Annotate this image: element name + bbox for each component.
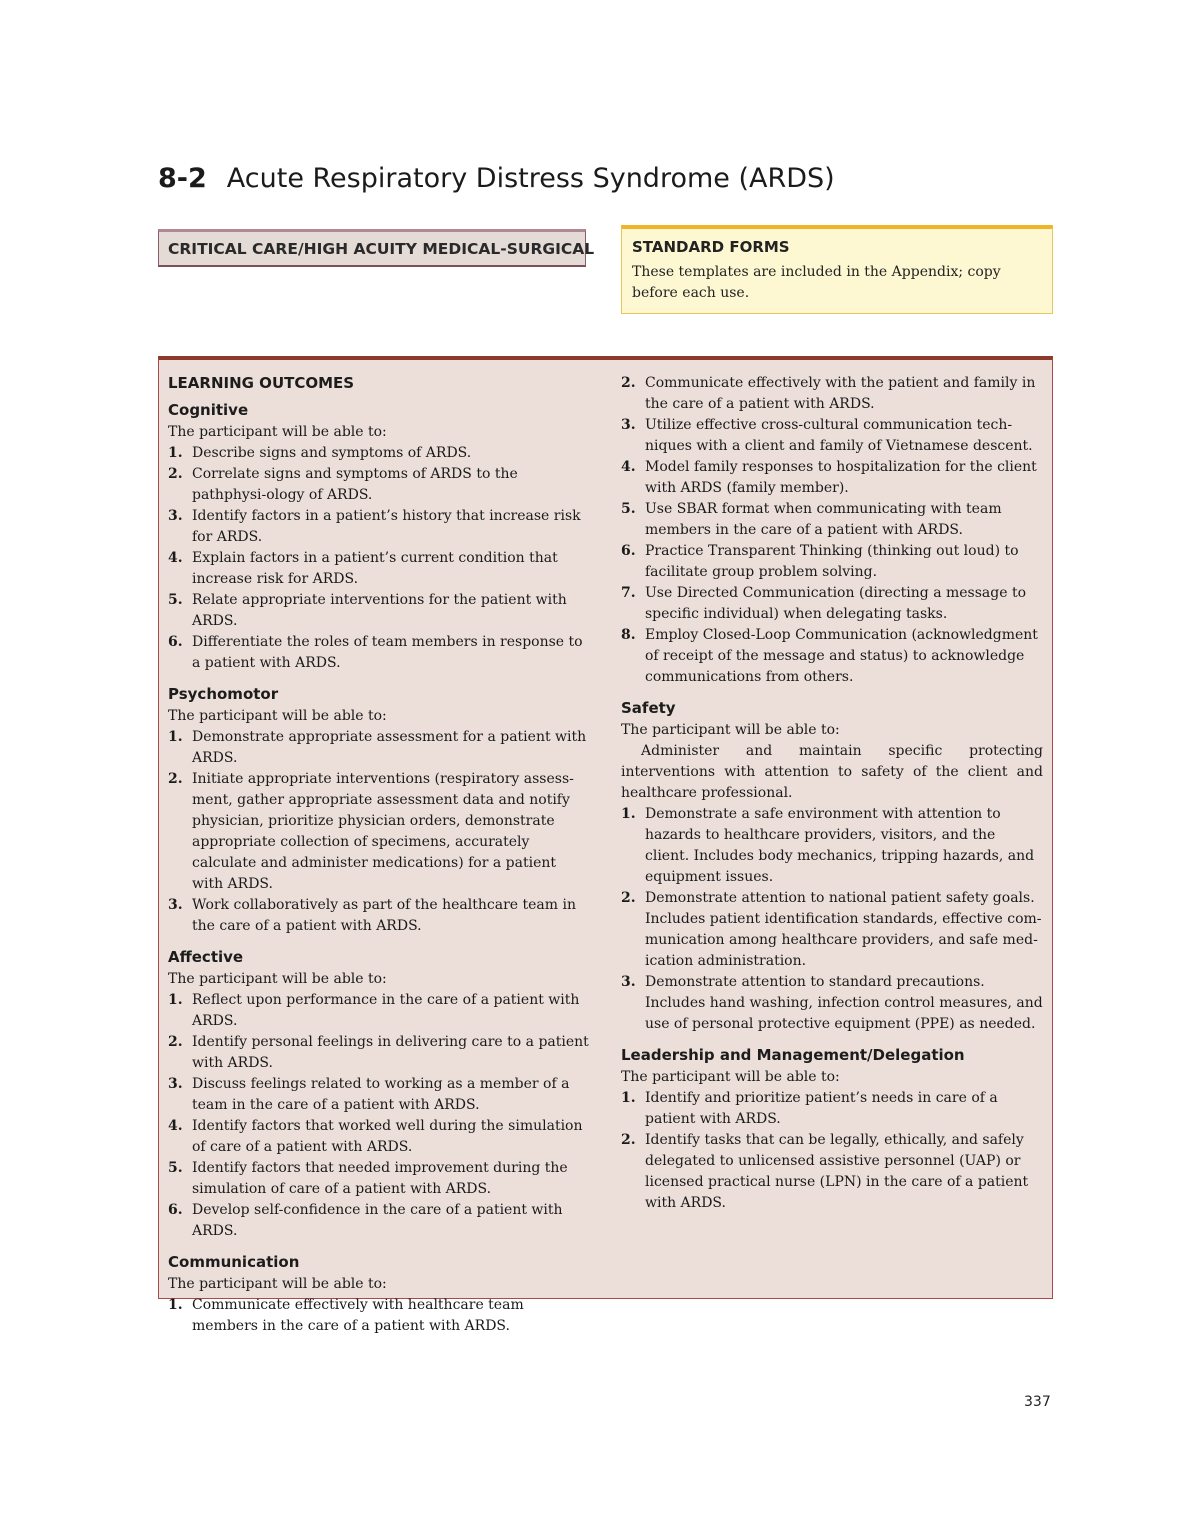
- psychomotor-heading: Psychomotor: [168, 685, 279, 703]
- item-number: 3.: [168, 897, 183, 913]
- outcomes-left-column: [168, 373, 590, 1337]
- item-text: Practice Transparent Thinking (thinking out loud) to facilitate group problem solving.: [645, 543, 1019, 580]
- list-item: [168, 990, 590, 1032]
- communication-list-part1: [168, 1295, 590, 1337]
- list-item: [168, 1295, 590, 1337]
- item-number: 2.: [168, 1034, 183, 1050]
- list-item: [621, 1088, 1043, 1130]
- item-text: Model family responses to hospitalization for the client with ARDS (family member).: [645, 459, 1037, 496]
- item-number: 5.: [621, 501, 636, 517]
- item-text: Explain factors in a patient’s current condition that increase risk for ARDS.: [192, 550, 558, 587]
- item-number: 6.: [168, 634, 183, 650]
- item-number: 2.: [168, 771, 183, 787]
- list-item: [168, 1116, 590, 1158]
- item-number: 4.: [168, 1118, 183, 1134]
- item-text: Demonstrate attention to standard precautions. Includes hand washing, infection control measures, and use of personal protective equipment (PPE) as needed.: [645, 974, 1043, 1032]
- list-item: [621, 457, 1043, 499]
- item-text: Differentiate the roles of team members in response to a patient with ARDS.: [192, 634, 583, 671]
- item-text: Utilize effective cross-cultural communication tech-niques with a client and family of Vietnamese descent.: [645, 417, 1033, 454]
- item-number: 2.: [621, 890, 636, 906]
- communication-intro: The participant will be able to:: [168, 1276, 387, 1292]
- safety-intro: The participant will be able to:: [621, 722, 840, 738]
- item-number: 4.: [168, 550, 183, 566]
- standard-forms-box: [621, 225, 1053, 314]
- item-text: Communicate effectively with healthcare team members in the care of a patient with ARDS.: [192, 1297, 524, 1334]
- chapter-number: 8-2: [158, 163, 207, 194]
- item-number: 1.: [168, 445, 183, 461]
- item-text: Reflect upon performance in the care of a patient with ARDS.: [192, 992, 580, 1029]
- item-number: 3.: [621, 417, 636, 433]
- page-number: 337: [1024, 1394, 1051, 1410]
- item-number: 7.: [621, 585, 636, 601]
- list-item: [168, 443, 590, 464]
- category-banner: CRITICAL CARE/HIGH ACUITY MEDICAL-SURGICAL: [158, 229, 586, 267]
- psychomotor-intro: The participant will be able to:: [168, 708, 387, 724]
- learning-outcomes-heading: LEARNING OUTCOMES: [168, 374, 355, 392]
- list-item: [621, 583, 1043, 625]
- item-number: 8.: [621, 627, 636, 643]
- item-number: 3.: [621, 974, 636, 990]
- list-item: [168, 727, 590, 769]
- list-item: [168, 590, 590, 632]
- item-number: 5.: [168, 1160, 183, 1176]
- item-text: Identify tasks that can be legally, ethically, and safely delegated to unlicensed assistive personnel (UAP) or licensed practical nurse (LPN) in the care of a patient with ARDS.: [645, 1132, 1029, 1211]
- standard-forms-text: These templates are included in the Appendix; copy before each use.: [632, 264, 1001, 301]
- list-item: [168, 1158, 590, 1200]
- list-item: [168, 1074, 590, 1116]
- item-text: Identify factors in a patient’s history that increase risk for ARDS.: [192, 508, 581, 545]
- list-item: [168, 506, 590, 548]
- list-item: [168, 769, 590, 895]
- list-item: [168, 464, 590, 506]
- safety-list: [621, 804, 1043, 1035]
- item-text: Initiate appropriate interventions (respiratory assess-ment, gather appropriate assessment data and notify physician, prioritize physician orders, demonstrate appropriate collection of specimens, accurately calculate and administer medications) for a patient with ARDS.: [192, 771, 574, 892]
- cognitive-list: [168, 443, 590, 674]
- item-text: Demonstrate appropriate assessment for a patient with ARDS.: [192, 729, 587, 766]
- item-text: Demonstrate attention to national patient safety goals. Includes patient identification standards, effective com-munication among healthcare providers, and safe med-ication administration.: [645, 890, 1042, 969]
- item-number: 1.: [168, 992, 183, 1008]
- item-number: 6.: [168, 1202, 183, 1218]
- item-text: Demonstrate a safe environment with attention to hazards to healthcare providers, visitors, and the client. Includes body mechanics, tripping hazards, and equipment issues.: [645, 806, 1035, 885]
- list-item: [621, 804, 1043, 888]
- list-item: [621, 625, 1043, 688]
- item-number: 3.: [168, 1076, 183, 1092]
- item-number: 5.: [168, 592, 183, 608]
- list-item: [168, 548, 590, 590]
- item-text: Work collaboratively as part of the healthcare team in the care of a patient with ARDS.: [192, 897, 576, 934]
- page-title: [158, 163, 835, 194]
- leadership-intro: The participant will be able to:: [621, 1069, 840, 1085]
- affective-heading: Affective: [168, 948, 244, 966]
- safety-heading: Safety: [621, 699, 676, 717]
- item-number: 1.: [168, 729, 183, 745]
- item-text: Identify and prioritize patient’s needs in care of a patient with ARDS.: [645, 1090, 998, 1127]
- item-text: Identify personal feelings in delivering care to a patient with ARDS.: [192, 1034, 589, 1071]
- communication-list-part2: [621, 373, 1043, 688]
- item-number: 1.: [621, 806, 636, 822]
- list-item: [621, 972, 1043, 1035]
- affective-list: [168, 990, 590, 1242]
- list-item: [621, 373, 1043, 415]
- list-item: [621, 888, 1043, 972]
- item-text: Discuss feelings related to working as a member of a team in the care of a patient with ARDS.: [192, 1076, 570, 1113]
- leadership-list: [621, 1088, 1043, 1214]
- item-text: Employ Closed-Loop Communication (acknowledgment of receipt of the message and status) to acknowledge communications from others.: [645, 627, 1038, 685]
- item-text: Relate appropriate interventions for the patient with ARDS.: [192, 592, 567, 629]
- cognitive-heading: Cognitive: [168, 401, 249, 419]
- item-text: Identify factors that worked well during the simulation of care of a patient with ARDS.: [192, 1118, 583, 1155]
- item-number: 1.: [621, 1090, 636, 1106]
- list-item: [168, 1200, 590, 1242]
- item-number: 3.: [168, 508, 183, 524]
- item-number: 6.: [621, 543, 636, 559]
- safety-paragraph: Administer and maintain specific protecting interventions with attention to safety of the client and healthcare professional.: [621, 743, 1043, 801]
- outcomes-right-column: [621, 373, 1043, 1214]
- list-item: [168, 632, 590, 674]
- standard-forms-heading: STANDARD FORMS: [632, 238, 790, 256]
- item-text: Develop self-confidence in the care of a patient with ARDS.: [192, 1202, 563, 1239]
- leadership-heading: Leadership and Management/Delegation: [621, 1046, 965, 1064]
- item-text: Communicate effectively with the patient and family in the care of a patient with ARDS.: [645, 375, 1036, 412]
- communication-heading: Communication: [168, 1253, 300, 1271]
- learning-outcomes-box: [158, 356, 1053, 1334]
- cognitive-intro: The participant will be able to:: [168, 424, 387, 440]
- item-number: 2.: [168, 466, 183, 482]
- list-item: [621, 415, 1043, 457]
- item-text: Identify factors that needed improvement during the simulation of care of a patient with ARDS.: [192, 1160, 568, 1197]
- list-item: [168, 895, 590, 937]
- item-text: Describe signs and symptoms of ARDS.: [192, 445, 472, 461]
- item-text: Correlate signs and symptoms of ARDS to the pathphysi-ology of ARDS.: [192, 466, 518, 503]
- list-item: [168, 1032, 590, 1074]
- item-number: 4.: [621, 459, 636, 475]
- list-item: [621, 541, 1043, 583]
- list-item: [621, 499, 1043, 541]
- chapter-title: Acute Respiratory Distress Syndrome (ARDS): [226, 163, 835, 194]
- item-number: 1.: [168, 1297, 183, 1313]
- affective-intro: The participant will be able to:: [168, 971, 387, 987]
- item-text: Use SBAR format when communicating with team members in the care of a patient with ARDS.: [645, 501, 1002, 538]
- item-number: 2.: [621, 1132, 636, 1148]
- item-text: Use Directed Communication (directing a message to specific individual) when delegating tasks.: [645, 585, 1027, 622]
- item-number: 2.: [621, 375, 636, 391]
- psychomotor-list: [168, 727, 590, 937]
- list-item: [621, 1130, 1043, 1214]
